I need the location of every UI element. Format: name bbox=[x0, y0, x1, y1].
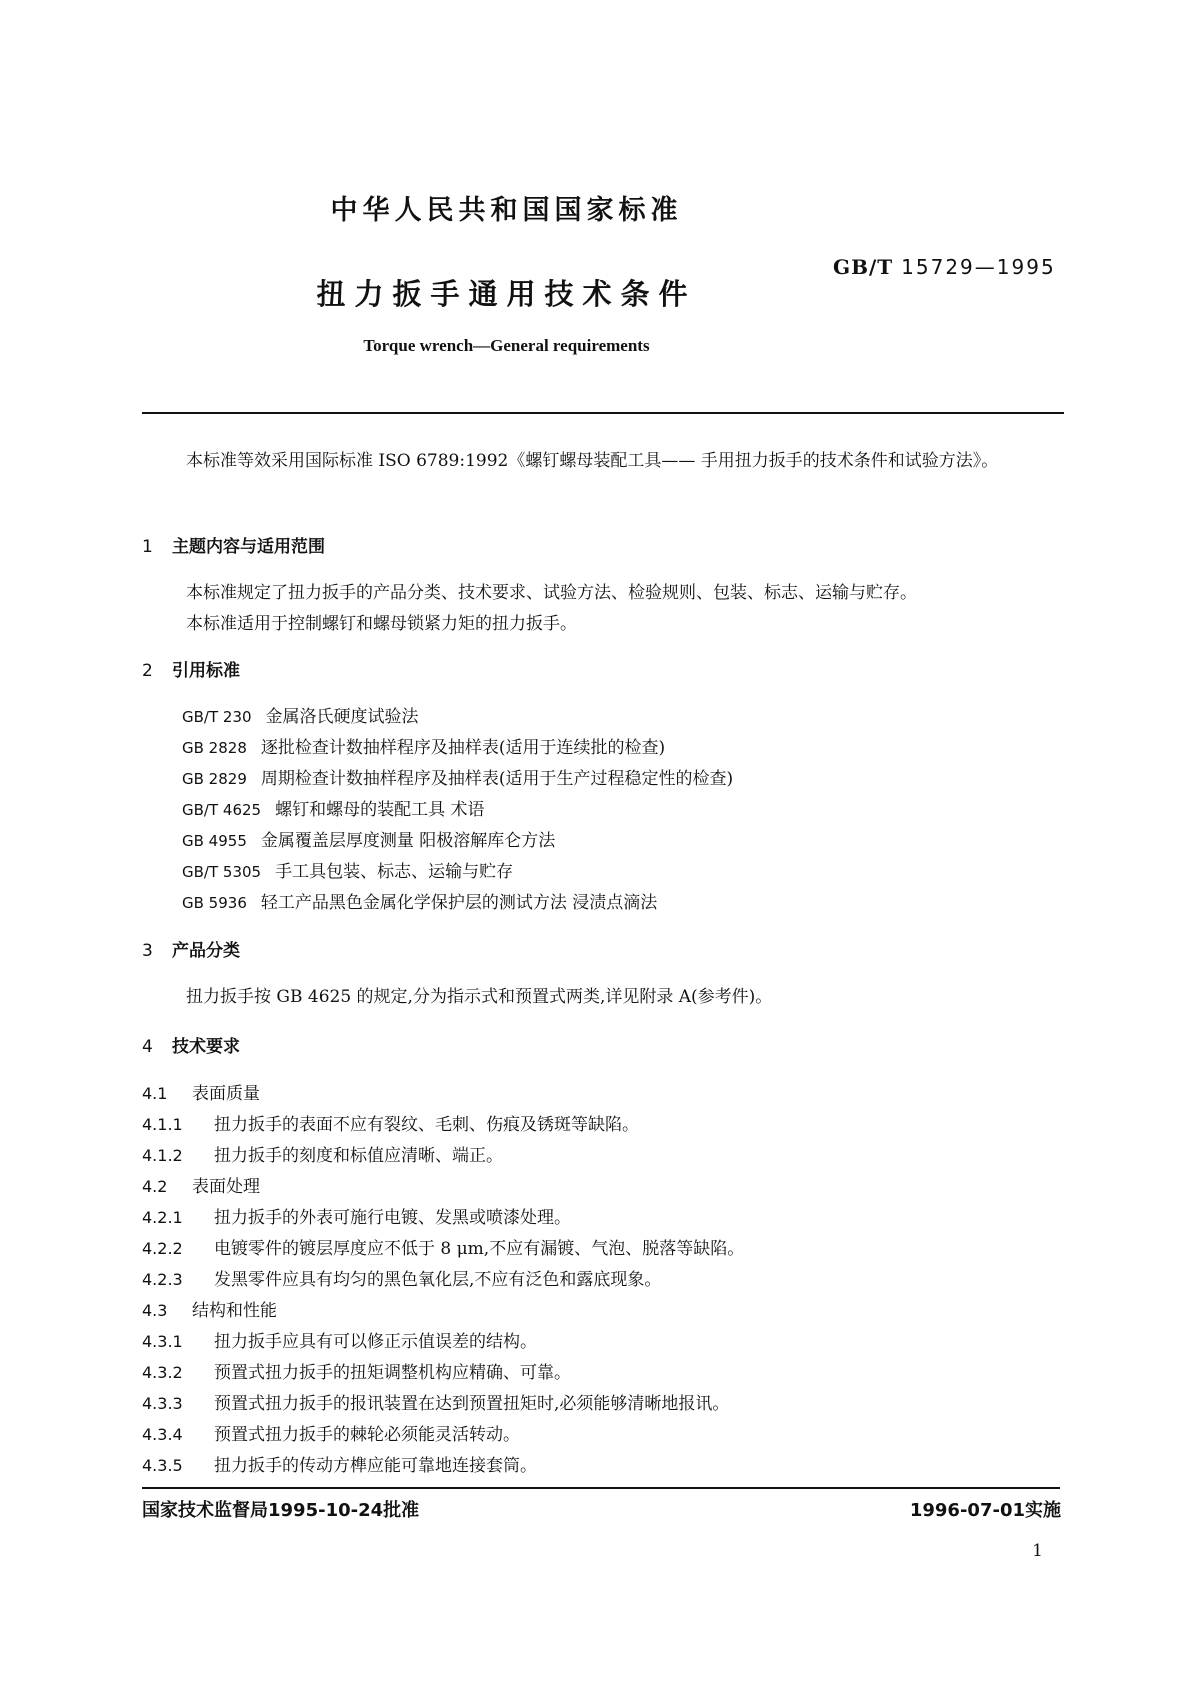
clause bbox=[142, 1079, 260, 1104]
issuing-body-title: 中华人民共和国国家标准 bbox=[330, 195, 683, 226]
effective-date: 1996-07-01实施 bbox=[909, 1500, 1061, 1521]
reference-code: GB 4955 bbox=[182, 832, 247, 850]
approval-date: 国家技术监督局1995-10-24批准 bbox=[142, 1500, 420, 1521]
section-1-line-2: 本标准适用于控制螺钉和螺母锁紧力矩的扭力扳手。 bbox=[186, 614, 577, 634]
header-divider bbox=[142, 412, 1064, 414]
clause-text: 表面质量 bbox=[192, 1084, 260, 1104]
reference-code: GB/T 5305 bbox=[182, 863, 262, 881]
section-3-line-1: 扭力扳手按 GB 4625 的规定,分为指示式和预置式两类,详见附录 A(参考件)。 bbox=[186, 987, 773, 1007]
section-number: 2 bbox=[142, 661, 153, 681]
clause-number: 4.1 bbox=[142, 1084, 168, 1103]
section-number: 1 bbox=[142, 537, 153, 557]
reference-item bbox=[182, 795, 484, 820]
clause bbox=[142, 1110, 639, 1135]
section-4-heading bbox=[142, 1032, 240, 1057]
clause bbox=[142, 1389, 729, 1414]
reference-title: 螺钉和螺母的装配工具 术语 bbox=[275, 800, 485, 820]
clause-text: 扭力扳手应具有可以修正示值误差的结构。 bbox=[214, 1332, 537, 1352]
clause-text: 电镀零件的镀层厚度应不低于 8 μm,不应有漏镀、气泡、脱落等缺陷。 bbox=[214, 1239, 745, 1259]
clause-number: 4.1.2 bbox=[142, 1146, 183, 1165]
section-title: 技术要求 bbox=[172, 1037, 240, 1057]
standard-number-prefix: GB/T bbox=[833, 255, 894, 279]
foreword-paragraph: 本标准等效采用国际标准 ISO 6789:1992《螺钉螺母装配工具—— 手用扭力扳手的技术条件和试验方法》。 bbox=[186, 451, 999, 471]
section-3-heading bbox=[142, 936, 240, 961]
reference-item bbox=[182, 857, 513, 882]
clause-text: 表面处理 bbox=[192, 1177, 260, 1197]
clause-text: 扭力扳手的外表可施行电镀、发黑或喷漆处理。 bbox=[214, 1208, 571, 1228]
section-1-heading bbox=[142, 532, 325, 557]
clause-text: 扭力扳手的刻度和标值应清晰、端正。 bbox=[214, 1146, 503, 1166]
section-number: 4 bbox=[142, 1037, 153, 1057]
clause bbox=[142, 1358, 571, 1383]
reference-code: GB 5936 bbox=[182, 894, 247, 912]
clause-number: 4.1.1 bbox=[142, 1115, 183, 1134]
clause bbox=[142, 1203, 571, 1228]
reference-title: 手工具包装、标志、运输与贮存 bbox=[275, 862, 514, 882]
clause-number: 4.3.2 bbox=[142, 1363, 183, 1382]
clause-number: 4.3.5 bbox=[142, 1456, 183, 1475]
section-1-line-1: 本标准规定了扭力扳手的产品分类、技术要求、试验方法、检验规则、包装、标志、运输与贮存。 bbox=[186, 583, 917, 603]
clause bbox=[142, 1420, 520, 1445]
clause bbox=[142, 1265, 661, 1290]
clause-number: 4.3.4 bbox=[142, 1425, 183, 1444]
reference-title: 金属洛氏硬度试验法 bbox=[265, 707, 419, 727]
clause-number: 4.3 bbox=[142, 1301, 168, 1320]
document-title-english: Torque wrench—General requirements bbox=[363, 336, 650, 355]
clause-number: 4.2.2 bbox=[142, 1239, 183, 1258]
clause-text: 扭力扳手的表面不应有裂纹、毛刺、伤痕及锈斑等缺陷。 bbox=[214, 1115, 639, 1135]
section-2-heading bbox=[142, 656, 240, 681]
page-number: 1 bbox=[1032, 1541, 1043, 1561]
clause-number: 4.3.3 bbox=[142, 1394, 183, 1413]
clause bbox=[142, 1327, 537, 1352]
clause-text: 结构和性能 bbox=[192, 1301, 277, 1321]
document-title: 扭力扳手通用技术条件 bbox=[316, 277, 697, 311]
section-title: 引用标准 bbox=[172, 661, 240, 681]
footer-divider bbox=[142, 1487, 1060, 1489]
clause bbox=[142, 1172, 260, 1197]
clause-text: 预置式扭力扳手的报讯装置在达到预置扭矩时,必须能够清晰地报讯。 bbox=[214, 1394, 730, 1414]
clause-text: 预置式扭力扳手的棘轮必须能灵活转动。 bbox=[214, 1425, 520, 1445]
reference-item bbox=[182, 826, 555, 851]
clause-text: 扭力扳手的传动方榫应能可靠地连接套筒。 bbox=[214, 1456, 537, 1476]
reference-code: GB 2828 bbox=[182, 739, 247, 757]
clause bbox=[142, 1234, 744, 1259]
reference-title: 轻工产品黑色金属化学保护层的测试方法 浸渍点滴法 bbox=[260, 893, 658, 913]
clause bbox=[142, 1296, 277, 1321]
reference-item bbox=[182, 764, 733, 789]
reference-code: GB/T 4625 bbox=[182, 801, 262, 819]
clause-text: 预置式扭力扳手的扭矩调整机构应精确、可靠。 bbox=[214, 1363, 571, 1383]
reference-code: GB/T 230 bbox=[182, 708, 252, 726]
section-title: 主题内容与适用范围 bbox=[172, 537, 325, 557]
clause bbox=[142, 1451, 537, 1476]
clause-text: 发黑零件应具有均匀的黑色氧化层,不应有泛色和露底现象。 bbox=[214, 1270, 662, 1290]
reference-item bbox=[182, 733, 665, 758]
reference-title: 金属覆盖层厚度测量 阳极溶解库仑方法 bbox=[260, 831, 556, 851]
reference-item bbox=[182, 702, 419, 727]
clause bbox=[142, 1141, 503, 1166]
clause-number: 4.2.3 bbox=[142, 1270, 183, 1289]
reference-title: 逐批检查计数抽样程序及抽样表(适用于连续批的检查) bbox=[260, 738, 666, 758]
standard-number-value: 15729—1995 bbox=[901, 255, 1056, 279]
reference-item bbox=[182, 888, 657, 913]
section-title: 产品分类 bbox=[172, 941, 240, 961]
reference-title: 周期检查计数抽样程序及抽样表(适用于生产过程稳定性的检查) bbox=[260, 769, 734, 789]
reference-code: GB 2829 bbox=[182, 770, 247, 788]
clause-number: 4.2 bbox=[142, 1177, 168, 1196]
section-number: 3 bbox=[142, 941, 153, 961]
clause-number: 4.2.1 bbox=[142, 1208, 183, 1227]
clause-number: 4.3.1 bbox=[142, 1332, 183, 1351]
